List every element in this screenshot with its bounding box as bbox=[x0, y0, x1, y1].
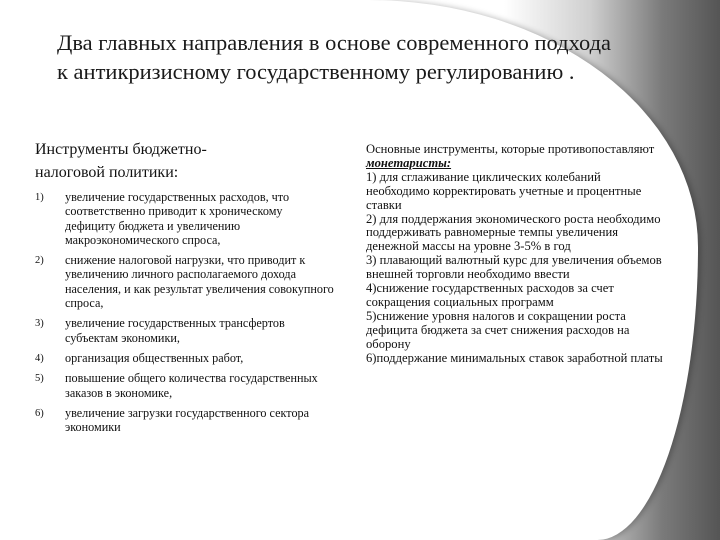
monetarist-line: 6)поддержание минимальных ставок заработной платы bbox=[366, 350, 663, 365]
list-item bbox=[35, 253, 335, 310]
item-text: увеличение государственных расходов, что соответственно приводит к хроническому дефициту бюджета и увеличению макроэкономического спроса, bbox=[65, 190, 290, 247]
item-number: 3) bbox=[35, 318, 44, 330]
slide-title: Два главных направления в основе современного подхода к антикризисному государственному регулированию . bbox=[57, 30, 612, 84]
list-item bbox=[35, 316, 335, 345]
list-item bbox=[35, 351, 335, 365]
item-text: увеличение загрузки государственного сектора экономики bbox=[65, 405, 310, 435]
item-number: 2) bbox=[35, 255, 44, 267]
item-number: 5) bbox=[35, 373, 44, 385]
item-text: повышение общего количества государственных заказов в экономике, bbox=[65, 371, 318, 400]
list-item bbox=[35, 406, 335, 435]
monetarist-line: 5)снижение уровня налогов и сокращении роста дефицита бюджета за счет снижения расходов на оборону bbox=[366, 308, 630, 351]
list-item bbox=[35, 371, 335, 400]
item-number: 1) bbox=[35, 192, 44, 203]
left-column bbox=[35, 138, 335, 440]
intro-text: Основные инструменты, которые противопоставляют bbox=[366, 142, 655, 156]
item-text: увеличение государственных трансфертов субъектам экономики, bbox=[65, 316, 285, 345]
left-heading-line2: налоговой политики: bbox=[35, 164, 179, 181]
monetarist-intro bbox=[366, 143, 666, 171]
monetarists-term: монетаристы: bbox=[366, 155, 452, 170]
item-number: 4) bbox=[35, 352, 44, 364]
left-heading bbox=[35, 138, 335, 184]
item-number: 6) bbox=[35, 407, 44, 419]
monetarist-line: 4)снижение государственных расходов за счет сокращения социальных программ bbox=[366, 281, 614, 309]
monetarist-line: 1) для сглаживание циклических колебаний необходимо корректировать учетные и процентные ставки bbox=[366, 169, 642, 212]
item-text: снижение налоговой нагрузки, что приводит к увеличению личного располагаемого дохода населения, и как результат увеличения совокупного спроса, bbox=[65, 253, 334, 311]
monetarist-line: 2) для поддержания экономического роста необходимо поддерживать равномерные темпы увеличения денежной массы на уровне 3-5% в год bbox=[366, 211, 661, 254]
fiscal-tools-list bbox=[35, 190, 335, 434]
right-column bbox=[366, 143, 666, 366]
item-text: организация общественных работ, bbox=[65, 350, 244, 365]
monetarist-line: 3) плавающий валютный курс для увеличения объемов внешней торговли необходимо ввести bbox=[366, 253, 662, 282]
list-item bbox=[35, 190, 335, 247]
left-heading-line1: Инструменты бюджетно- bbox=[35, 141, 207, 158]
